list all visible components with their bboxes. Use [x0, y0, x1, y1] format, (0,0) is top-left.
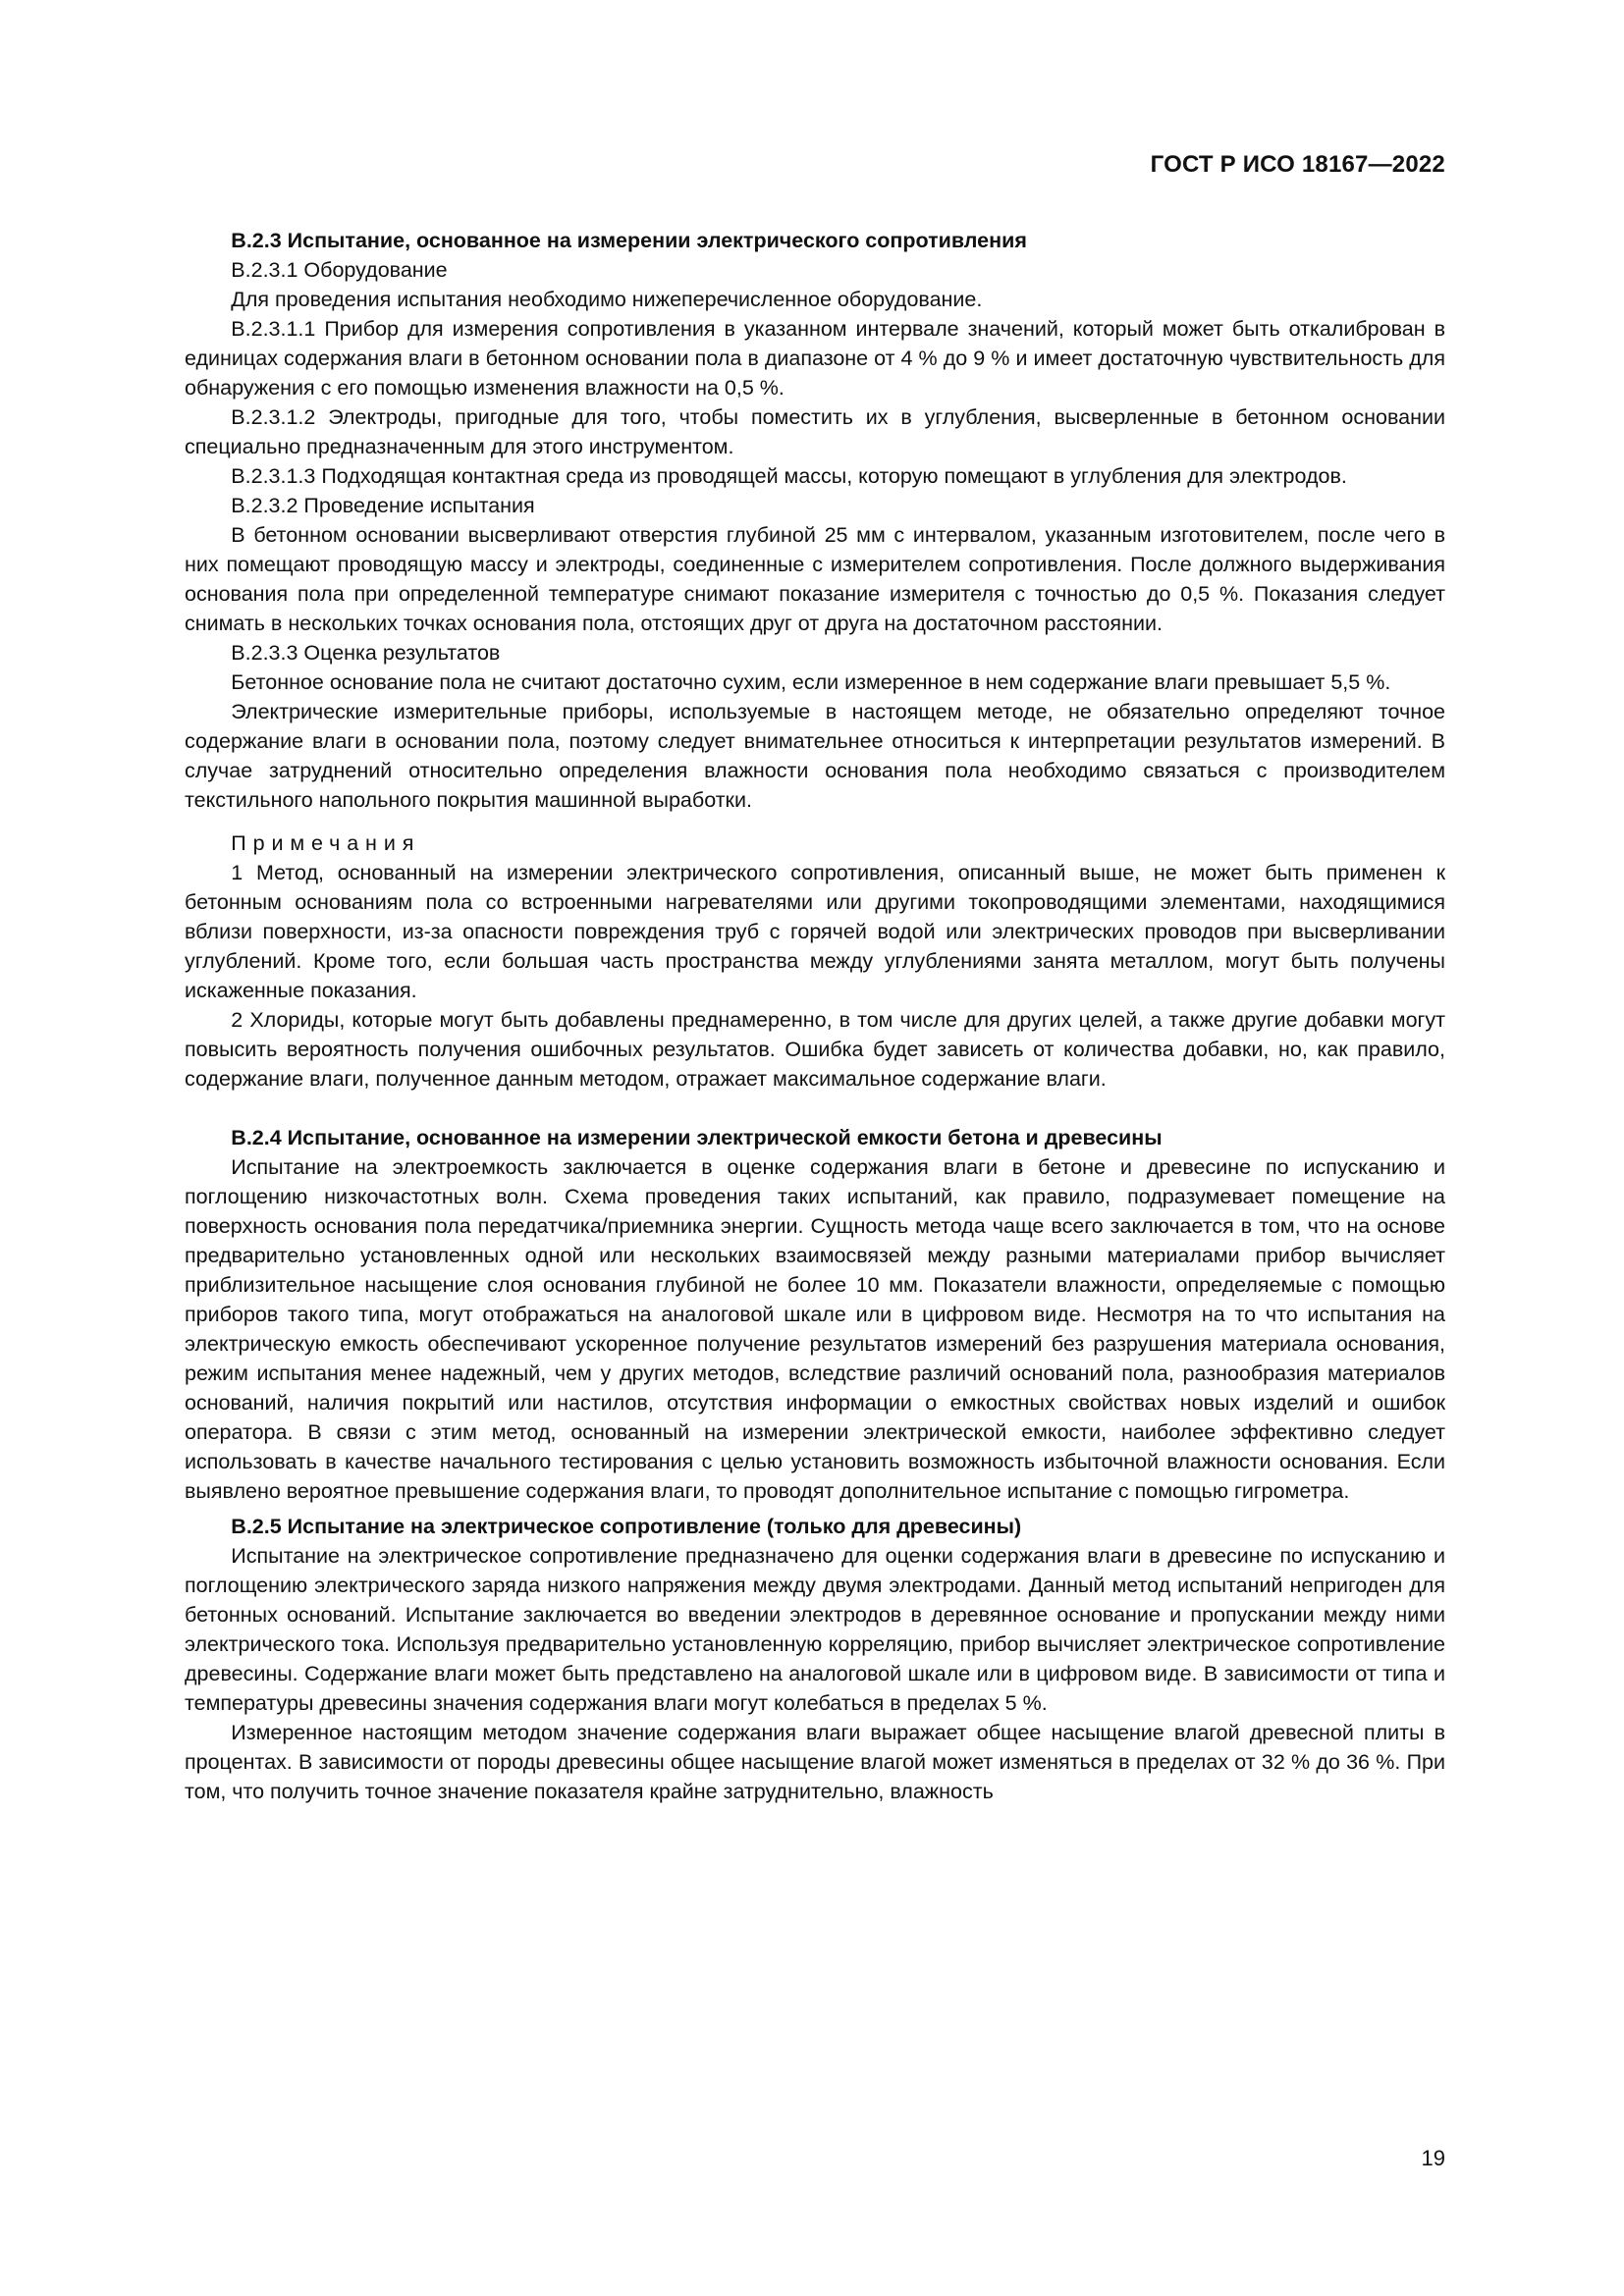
- subsection-title-procedure: В.2.3.2 Проведение испытания: [231, 494, 535, 517]
- document-code-header: ГОСТ Р ИСО 18167—2022: [1150, 151, 1445, 178]
- section-heading-b25: В.2.5 Испытание на электрическое сопротивление (только для древесины): [231, 1515, 1022, 1538]
- note-2: 2 Хлориды, которые могут быть добавлены преднамеренно, в том числе для других целей, а также другие добавки могут повысить вероятность получения ошибочных результатов. Ошибка будет зависеть от количества добавки, но, как правило, содержание влаги, полученное данным методом, отражает максимальное содержание влаги.: [185, 1008, 1445, 1091]
- paragraph-evaluation-2: Электрические измерительные приборы, используемые в настоящем методе, не обязательно определяют точное содержание влаги в основании пола, поэтому следует внимательнее относиться к интерпретации результатов измерений. В случае затруднений относительно определения влажности основания пола необходимо связаться с производителем текстильного напольного покрытия машинной выработки.: [185, 700, 1445, 812]
- section-heading-b24: В.2.4 Испытание, основанное на измерении электрической емкости бетона и древесины: [231, 1126, 1163, 1149]
- document-body: [185, 226, 1445, 1806]
- subsection-title-equipment: В.2.3.1 Оборудование: [231, 258, 448, 282]
- notes-title: Примечания: [231, 831, 421, 855]
- section-heading-b23: В.2.3 Испытание, основанное на измерении электрического сопротивления: [231, 229, 1027, 252]
- paragraph-b25-1: Испытание на электрическое сопротивление предназначено для оценки содержания влаги в древесине по испусканию и поглощению электрического заряда низкого напряжения между двумя электродами. Данный метод испытаний непригоден для бетонных оснований. Испытание заключается во введении электродов в деревянное основание и пропускании между ними электрического тока. Используя предварительно установленную корреляцию, прибор вычисляет электрическое сопротивление древесины. Содержание влаги может быть представлено на аналоговой шкале или в цифровом виде. В зависимости от типа и температуры древесины значения содержания влаги могут колебаться в пределах 5 %.: [185, 1544, 1445, 1715]
- paragraph-equipment-intro: Для проведения испытания необходимо нижеперечисленное оборудование.: [231, 288, 983, 311]
- paragraph-item-1: В.2.3.1.1 Прибор для измерения сопротивления в указанном интервале значений, который может быть откалиброван в единицах содержания влаги в бетонном основании пола в диапазоне от 4 % до 9 % и имеет достаточную чувствительность для обнаружения с его помощью изменения влажности на 0,5 %.: [185, 317, 1445, 400]
- subsection-title-evaluation: В.2.3.3 Оценка результатов: [231, 641, 501, 665]
- paragraph-evaluation-1: Бетонное основание пола не считают достаточно сухим, если измеренное в нем содержание влаги превышает 5,5 %.: [231, 670, 1391, 694]
- note-1: 1 Метод, основанный на измерении электрического сопротивления, описанный выше, не может быть применен к бетонным основаниям пола со встроенными нагревателями или другими токопроводящими элементами, находящимися вблизи поверхности, из-за опасности повреждения труб с горячей водой или электрических проводов при высверливании углублений. Кроме того, если большая часть пространства между углублениями занята металлом, могут быть получены искаженные показания.: [185, 861, 1445, 1002]
- paragraph-b25-2: Измеренное настоящим методом значение содержания влаги выражает общее насыщение влагой древесной плиты в процентах. В зависимости от породы древесины общее насыщение влагой может изменяться в пределах от 32 % до 36 %. При том, что получить точное значение показателя крайне затруднительно, влажность: [185, 1721, 1445, 1803]
- page-number: 19: [1421, 2146, 1445, 2170]
- paragraph-item-2: В.2.3.1.2 Электроды, пригодные для того, чтобы поместить их в углубления, высверленные в бетонном основании специально предназначенным для этого инструментом.: [185, 405, 1445, 458]
- paragraph-procedure: В бетонном основании высверливают отверстия глубиной 25 мм с интервалом, указанным изготовителем, после чего в них помещают проводящую массу и электроды, соединенные с измерителем сопротивления. После должного выдерживания основания пола при определенной температуре снимают показание измерителя с точностью до 0,5 %. Показания следует снимать в нескольких точках основания пола, отстоящих друг от друга на достаточном расстоянии.: [185, 523, 1445, 635]
- paragraph-item-3: В.2.3.1.3 Подходящая контактная среда из проводящей массы, которую помещают в углубления для электродов.: [231, 464, 1347, 488]
- paragraph-b24: Испытание на электроемкость заключается в оценке содержания влаги в бетоне и древесине по испусканию и поглощению низкочастотных волн. Схема проведения таких испытаний, как правило, подразумевает помещение на поверхность основания пола передатчика/приемника энергии. Сущность метода чаще всего заключается в том, что на основе предварительно установленных одной или нескольких взаимосвязей между разными материалами прибор вычисляет приблизительное насыщение слоя основания глубиной не более 10 мм. Показатели влажности, определяемые с помощью приборов такого типа, могут отображаться на аналоговой шкале или в цифровом виде. Несмотря на то что испытания на электрическую емкость обеспечивают ускоренное получение результатов измерений без разрушения материала основания, режим испытания менее надежный, чем у других методов, вследствие различий оснований пола, разнообразия материалов оснований, наличия покрытий или настилов, отсутствия информации о емкостных свойствах новых изделий и ошибок оператора. В связи с этим метод, основанный на измерении электрической емкости, наиболее эффективно следует использовать в качестве начального тестирования с целью установить возможность избыточной влажности основания. Если выявлено вероятное превышение содержания влаги, то проводят дополнительное испытание с помощью гигрометра.: [185, 1155, 1445, 1503]
